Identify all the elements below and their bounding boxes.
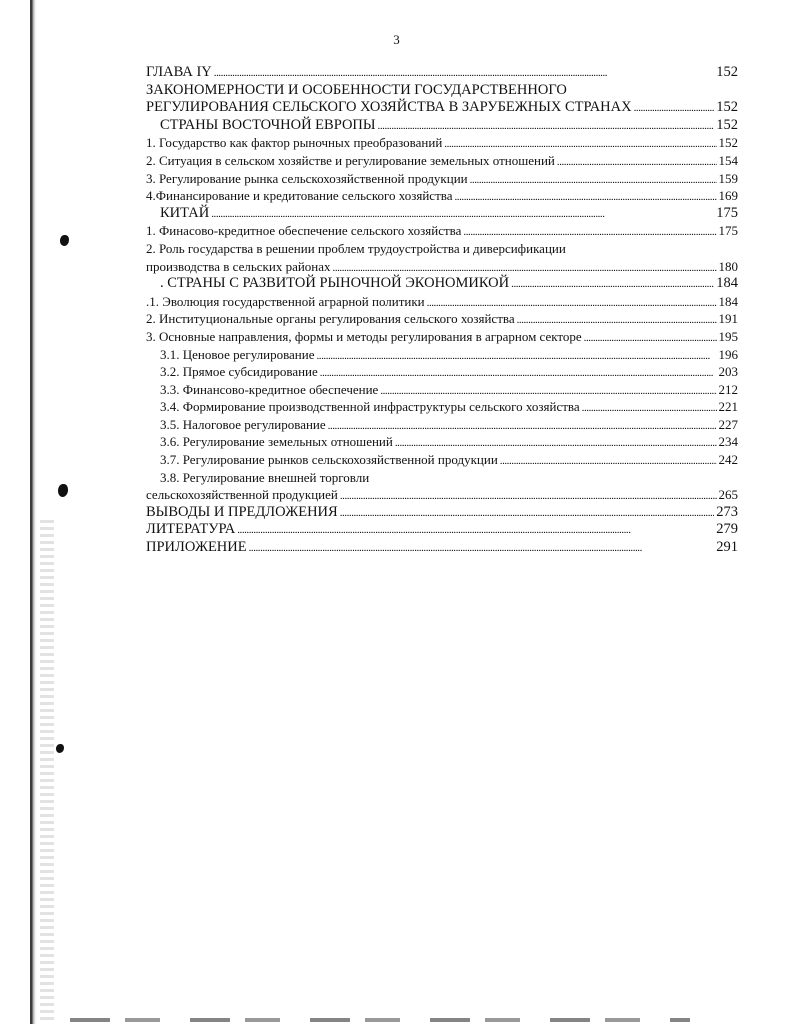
dot-leader [511, 275, 714, 294]
toc-entry-title: 3. Основные направления, формы и методы регулирования в аграрном секторе [146, 328, 582, 344]
toc-entry-page: 180 [718, 258, 738, 274]
toc-entry-page: 152 [716, 99, 738, 116]
toc-entry-page: 191 [718, 311, 738, 327]
dot-leader [463, 222, 716, 242]
toc-entry [146, 187, 738, 205]
toc-entry-page: 175 [716, 204, 738, 221]
toc-entry-title: СТРАНЫ ВОСТОЧНОЙ ЕВРОПЫ [160, 116, 376, 133]
toc-entry-page: 203 [718, 364, 738, 380]
scan-bottom-artifact [70, 1018, 690, 1022]
toc-entry [146, 170, 738, 188]
toc-subentry [146, 363, 738, 381]
toc-entry-title: 3.4. Формирование производственной инфраструктуры сельского хозяйства [160, 399, 580, 415]
toc-entry-page: 291 [716, 539, 738, 556]
toc-entry-title: 1. Финасово-кредитное обеспечение сельского хозяйства [146, 223, 462, 239]
table-of-contents [146, 64, 738, 557]
toc-entry-page: 227 [718, 416, 738, 432]
toc-entry-page: 152 [716, 64, 738, 80]
toc-entry-page: 196 [718, 346, 738, 362]
toc-entry-title: 4.Финансирование и кредитование сельского хозяйства [146, 188, 453, 204]
toc-entry [146, 310, 738, 328]
toc-entry-conclusions [146, 504, 738, 522]
dot-leader [214, 64, 714, 83]
toc-section-market-economies [146, 275, 738, 293]
toc-entry-title: ВЫВОДЫ И ПРЕДЛОЖЕНИЯ [146, 503, 338, 520]
toc-subentry [146, 486, 738, 504]
toc-entry-appendix [146, 539, 738, 557]
toc-entry-page: 159 [718, 170, 738, 186]
toc-entry-page: 221 [718, 399, 738, 415]
toc-entry-title: 3. Регулирование рынка сельскохозяйственной продукции [146, 170, 468, 186]
toc-subentry [146, 398, 738, 416]
toc-entry-page: 279 [716, 521, 738, 538]
toc-subentry-title-line: 3.8. Регулирование внешней торговли [160, 469, 370, 485]
toc-entry-title: 3.1. Ценовое регулирование [160, 346, 315, 362]
toc-entry-chapter-title [146, 99, 738, 117]
toc-entry-title: 3.7. Регулирование рынков сельскохозяйственной продукции [160, 452, 498, 468]
toc-entry-title: ГЛАВА IY [146, 64, 212, 80]
toc-entry-title: КИТАЙ [160, 204, 210, 221]
dot-leader [237, 521, 714, 540]
scan-speck [56, 744, 64, 753]
scan-edge [30, 0, 36, 1024]
dot-leader [378, 117, 715, 136]
dot-leader [211, 205, 714, 224]
toc-subentry [146, 451, 738, 469]
toc-entry [146, 152, 738, 170]
scan-speck [58, 484, 68, 497]
toc-entry-title: 3.2. Прямое субсидирование [160, 364, 318, 380]
toc-chapter-title-line: ЗАКОНОМЕРНОСТИ И ОСОБЕННОСТИ ГОСУДАРСТВЕННОГО [146, 81, 567, 98]
page-number: 3 [393, 32, 400, 47]
toc-entry [146, 293, 738, 311]
toc-entry-title: ПРИЛОЖЕНИЕ [146, 539, 247, 556]
toc-subentry [146, 381, 738, 399]
toc-entry [146, 134, 738, 152]
toc-entry-chapter [146, 64, 738, 82]
toc-subentry [146, 416, 738, 434]
toc-entry [146, 258, 738, 276]
scan-speck [60, 235, 69, 246]
toc-entry-title: . СТРАНЫ С РАЗВИТОЙ РЫНОЧНОЙ ЭКОНОМИКОЙ [160, 275, 510, 292]
toc-entry-title: .1. Эволюция государственной аграрной политики [146, 293, 425, 309]
dot-leader [634, 99, 715, 118]
toc-entry-title: производства в сельских районах [146, 258, 331, 274]
toc-entry-page: 234 [718, 434, 738, 450]
toc-subentry [146, 433, 738, 451]
dot-leader [249, 539, 715, 558]
toc-entry-page: 154 [718, 152, 738, 168]
toc-entry-title-line: 2. Роль государства в решении проблем трудоустройства и диверсификации [146, 240, 566, 256]
toc-entry-page: 175 [718, 223, 738, 239]
toc-entry-page: 265 [718, 487, 738, 503]
toc-entry-page: 212 [718, 381, 738, 397]
toc-entry [146, 222, 738, 240]
dot-leader [340, 504, 715, 523]
toc-entry-page: 184 [716, 275, 738, 292]
toc-entry-title: 3.6. Регулирование земельных отношений [160, 434, 393, 450]
toc-entry-title: 1. Государство как фактор рыночных преобразований [146, 135, 443, 151]
toc-entry-title: сельскохозяйственной продукцией [146, 487, 338, 503]
toc-entry-page: 152 [718, 135, 738, 151]
toc-entry-title: 3.5. Налоговое регулирование [160, 416, 326, 432]
toc-entry [146, 328, 738, 346]
toc-entry-literature [146, 521, 738, 539]
toc-entry-title: 3.3. Финансово-кредитное обеспечение [160, 381, 379, 397]
dot-leader [500, 451, 717, 471]
toc-entry-page: 184 [718, 293, 738, 309]
toc-subentry [146, 346, 738, 364]
toc-entry-page: 195 [718, 328, 738, 344]
toc-entry-page: 152 [716, 116, 738, 133]
toc-section-china [146, 205, 738, 223]
toc-entry-title: 2. Институциональные органы регулирования сельского хозяйства [146, 311, 515, 327]
toc-entry-page: 242 [718, 452, 738, 468]
toc-section-east-europe [146, 117, 738, 135]
toc-entry-title: 2. Ситуация в сельском хозяйстве и регулирование земельных отношений [146, 152, 555, 168]
toc-entry-page: 169 [718, 188, 738, 204]
toc-entry-page: 273 [716, 503, 738, 520]
toc-entry-title: ЛИТЕРАТУРА [146, 521, 236, 538]
toc-entry-title: РЕГУЛИРОВАНИЯ СЕЛЬСКОГО ХОЗЯЙСТВА В ЗАРУБЕЖНЫХ СТРАНАХ [146, 99, 632, 116]
scan-noise [40, 520, 54, 1020]
